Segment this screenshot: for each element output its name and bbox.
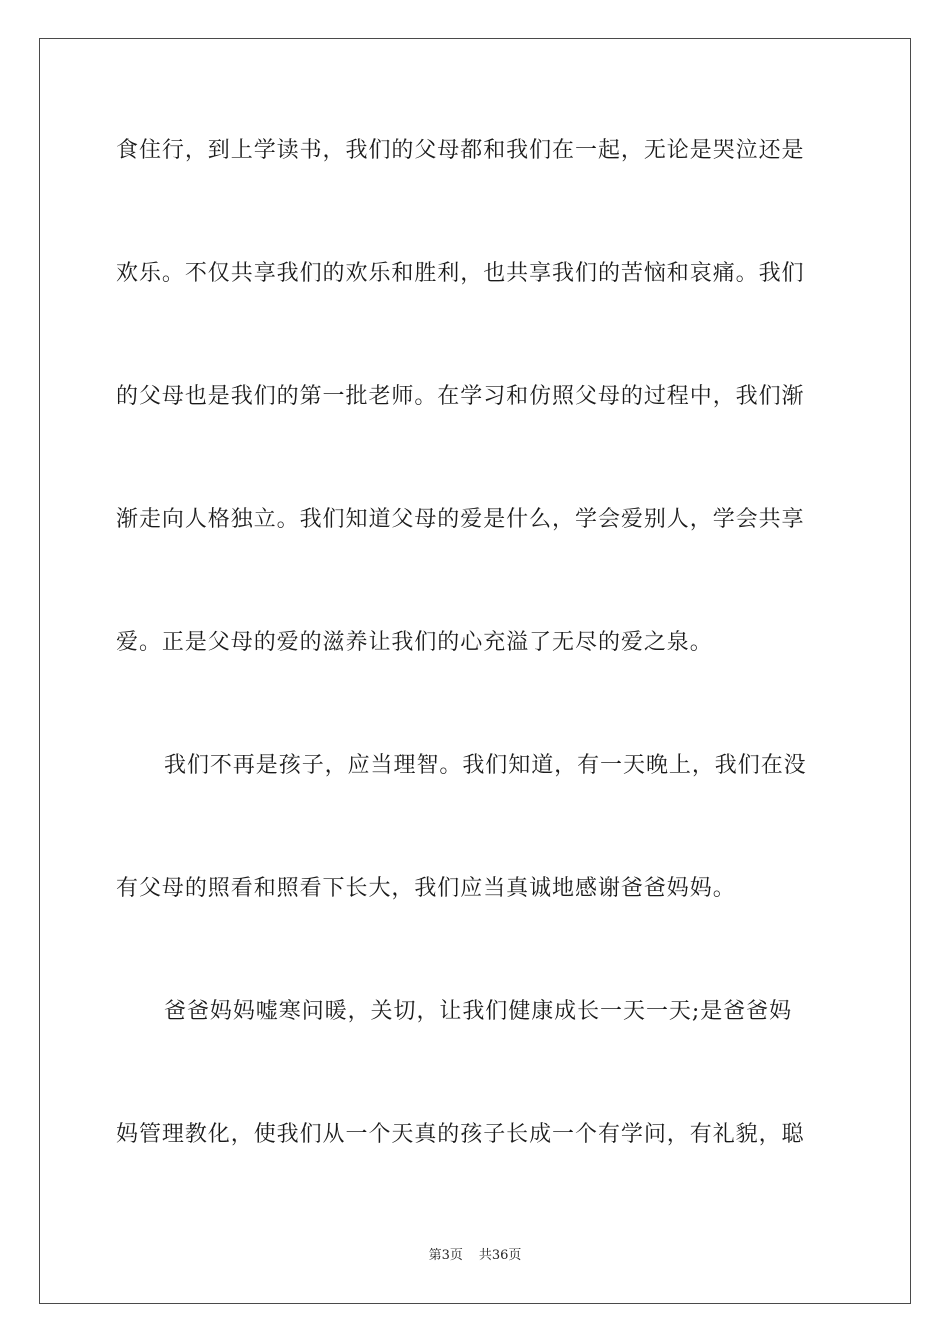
- text-line-9: 妈管理教化，使我们从一个天真的孩子长成一个有学问，有礼貌，聪: [116, 1122, 805, 1147]
- text-line-7: 有父母的照看和照看下长大，我们应当真诚地感谢爸爸妈妈。: [116, 876, 736, 901]
- text-line-3: 的父母也是我们的第一批老师。在学习和仿照父母的过程中，我们渐: [116, 384, 805, 409]
- page-footer: [0, 1247, 950, 1265]
- text-line-8: 爸爸妈妈嘘寒问暖，关切，让我们健康成长一天一天;是爸爸妈: [164, 999, 793, 1024]
- text-line-2: 欢乐。不仅共享我们的欢乐和胜利，也共享我们的苦恼和哀痛。我们: [116, 261, 805, 286]
- text-line-6: 我们不再是孩子，应当理智。我们知道，有一天晚上，我们在没: [164, 753, 807, 778]
- text-line-1: 食住行，到上学读书，我们的父母都和我们在一起，无论是哭泣还是: [116, 138, 805, 163]
- page-frame: [39, 38, 911, 1304]
- text-line-5: 爱。正是父母的爱的滋养让我们的心充溢了无尽的爱之泉。: [116, 630, 713, 655]
- text-line-4: 渐走向人格独立。我们知道父母的爱是什么，学会爱别人，学会共享: [116, 507, 805, 532]
- total-pages: 共36页: [478, 1248, 522, 1263]
- page-number: 第3页: [428, 1248, 463, 1263]
